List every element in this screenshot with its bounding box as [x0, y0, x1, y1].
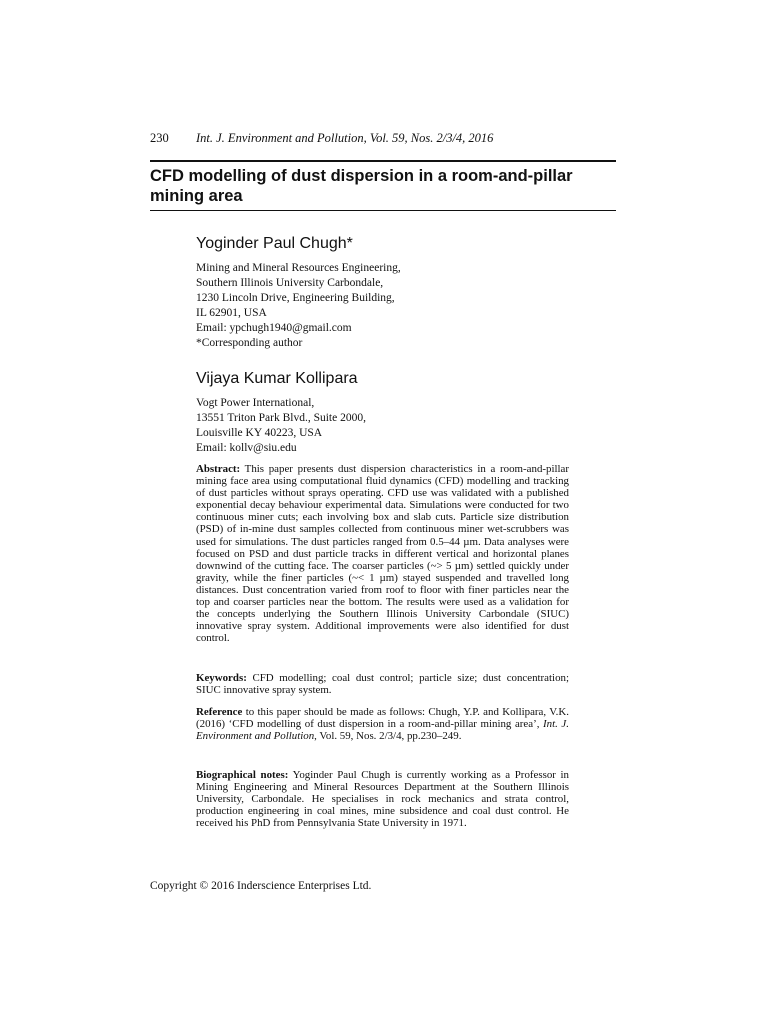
author-block-kollipara	[196, 369, 576, 456]
reference-journal: Int. J. Environment and Pollution	[196, 718, 569, 743]
affiliation-line: 1230 Lincoln Drive, Engineering Building,	[196, 292, 395, 304]
title-rule-top	[150, 160, 616, 162]
journal-citation: Int. J. Environment and Pollution, Vol. 59, Nos. 2/3/4, 2016	[196, 131, 494, 145]
corresponding-author-note: *Corresponding author	[196, 337, 303, 349]
running-head	[150, 131, 616, 145]
page-number: 230	[150, 131, 169, 145]
author-affiliation	[196, 261, 576, 351]
title-rule-bottom	[150, 210, 616, 211]
author-name: Yoginder Paul Chugh*	[196, 235, 353, 252]
author-email: Email: kollv@siu.edu	[196, 442, 297, 454]
bio-text: Yoginder Paul Chugh is currently working as a Professor in Mining Engineering and Mineral Resources Department at the Southern Illinois University, Carbondale. He specialises in rock mechanics and strata control, production engineering in coal mines, mine subsidence and coal dust control. He received his PhD from Pennsylvania State University in 1971.	[196, 769, 569, 830]
abstract-label: Abstract:	[196, 463, 241, 475]
abstract	[196, 463, 569, 644]
affiliation-line: Louisville KY 40223, USA	[196, 427, 323, 439]
biographical-notes	[196, 769, 569, 829]
abstract-text: This paper presents dust dispersion characteristics in a room-and-pillar mining face area using computational fluid dynamics (CFD) modelling and tracking of dust particles without sprays operating. CFD use was validated with a published exponential decay behaviour experimental data. Simulations were conducted for two continuous miner cuts; each involving box and slab cuts. Particle size distribution (PSD) of in-mine dust samples collected from continuous miner wet-scrubbers was used for simulations. The dust particles ranged from 0.5–44 µm. Data analyses were focused on PSD and dust particle tracks in different vertical and horizontal planes downwind of the cutting face. The coarser particles (~> 5 µm) settled quickly under gravity, while the finer particles (~< 1 µm) stayed suspended and travelled long distances. Dust concentration varied from roof to floor with finer particles near the top and coarser particles near the bottom. The results were used as a validation for the concepts underlying the Southern Illinois University Carbondale (SIUC) innovative spray system. Additional improvements were also identified for dust control.	[196, 463, 569, 645]
author-email: Email: ypchugh1940@gmail.com	[196, 322, 352, 334]
reference	[196, 706, 569, 742]
affiliation-line: IL 62901, USA	[196, 307, 267, 319]
keywords-label: Keywords:	[196, 672, 247, 684]
author-block-chugh	[196, 234, 576, 351]
reference-details: , Vol. 59, Nos. 2/3/4, pp.230–249.	[314, 730, 462, 743]
copyright-notice: Copyright © 2016 Inderscience Enterprises Ltd.	[150, 880, 372, 892]
affiliation-line: Vogt Power International,	[196, 397, 315, 409]
reference-text: to this paper should be made as follows: Chugh, Y.P. and Kollipara, V.K. (2016) ‘CFD modelling of dust dispersion in a room-and-pillar mining area’,	[196, 706, 569, 731]
author-name: Vijaya Kumar Kollipara	[196, 370, 358, 387]
author-affiliation	[196, 396, 576, 456]
affiliation-line: Mining and Mineral Resources Engineering,	[196, 262, 401, 274]
reference-label: Reference	[196, 706, 243, 718]
keywords-text: CFD modelling; coal dust control; particle size; dust concentration; SIUC innovative spray system.	[196, 672, 569, 697]
affiliation-line: 13551 Triton Park Blvd., Suite 2000,	[196, 412, 366, 424]
affiliation-line: Southern Illinois University Carbondale,	[196, 277, 384, 289]
bio-label: Biographical notes:	[196, 769, 289, 781]
keywords	[196, 672, 569, 696]
article-title: CFD modelling of dust dispersion in a room-and-pillar mining area	[150, 167, 573, 205]
